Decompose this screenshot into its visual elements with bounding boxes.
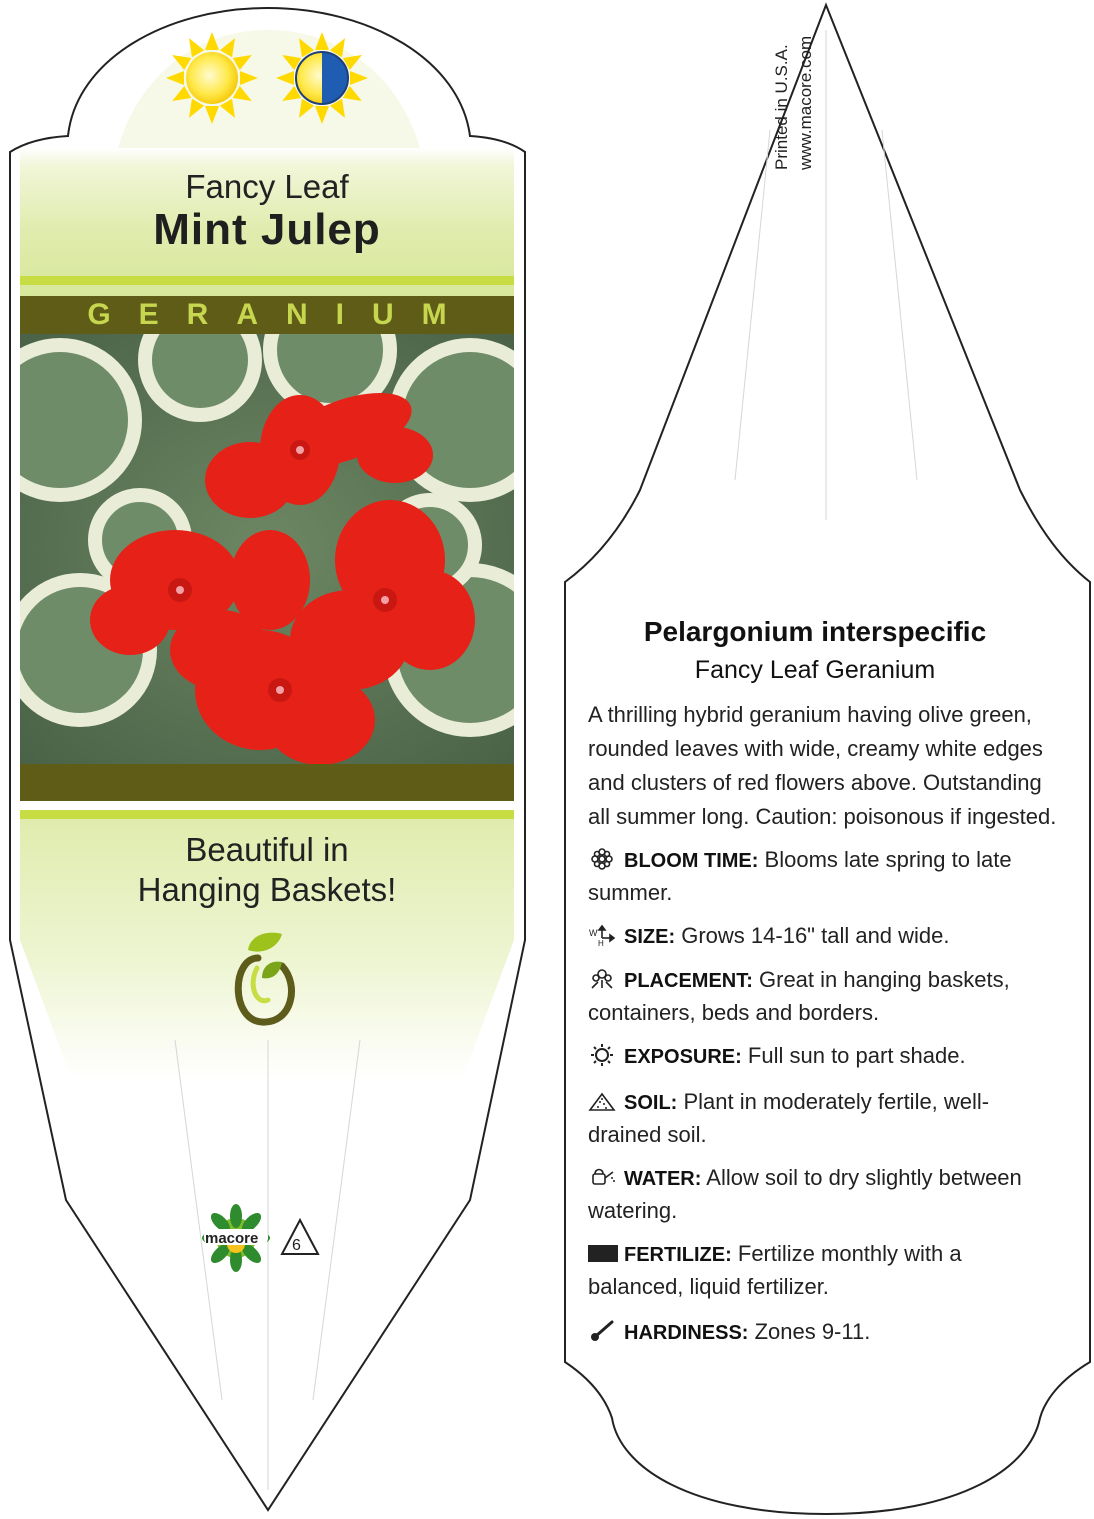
tag-variety-name: Mint Julep: [153, 205, 381, 254]
info-fertilize: [588, 1238, 1058, 1303]
scientific-name: Pelargonium interspecific: [643, 616, 987, 647]
printed-in: Printed in U.S.A.: [772, 44, 791, 170]
slogan-line2: Hanging Baskets!: [137, 871, 397, 908]
info-text: Full sun to part shade.: [741, 1043, 966, 1068]
geranium-photo: [0, 290, 550, 765]
sun-icon: [588, 1043, 618, 1065]
info-label: PLACEMENT:: [624, 970, 753, 992]
info-text: Grows 14-16" tall and wide.: [675, 923, 950, 948]
watering-can-icon: [588, 1165, 618, 1187]
thermometer-icon: [588, 1319, 618, 1341]
info-label: SIZE:: [624, 926, 676, 948]
info-water: [588, 1162, 1058, 1227]
recycle-number: 6: [292, 1237, 301, 1254]
info-placement: [588, 964, 1058, 1029]
info-size: [588, 920, 1058, 953]
info-text: Plant in moderately fertile, well-drained soil.: [588, 1089, 990, 1147]
info-label: FERTILIZE:: [624, 1244, 732, 1266]
website: www.macore.com: [796, 35, 815, 170]
plant-type-banner: GERANIUM: [87, 298, 475, 331]
info-text: Fertilize monthly with a balanced, liquid fertilizer.: [588, 1241, 962, 1299]
flower-icon: [588, 847, 618, 869]
tag-slogan: [20, 830, 514, 910]
info-text: Zones 9-11.: [748, 1319, 871, 1344]
placement-icon: [588, 967, 618, 989]
info-text: Allow soil to dry slightly between watering.: [588, 1165, 1022, 1223]
info-hardiness: [588, 1316, 1058, 1349]
info-soil: [588, 1086, 1058, 1151]
npk-icon: [588, 1241, 618, 1263]
soil-icon: [588, 1089, 618, 1111]
size-icon: [588, 923, 618, 945]
svg-text:W: W: [589, 928, 598, 938]
info-bloom-time: [588, 844, 1058, 909]
info-text: Great in hanging baskets, containers, beds and borders.: [588, 967, 1010, 1025]
plant-description: A thrilling hybrid geranium having olive green, rounded leaves with wide, creamy white edges and clusters of red flowers above. Outstanding all summer long. Caution: poisonous if ingested.: [588, 702, 1057, 829]
brand-text: macore: [205, 1230, 259, 1247]
info-label: BLOOM TIME:: [624, 850, 759, 872]
info-label: EXPOSURE:: [624, 1046, 742, 1068]
info-label: HARDINESS:: [624, 1322, 749, 1344]
info-label: SOIL:: [624, 1092, 678, 1114]
tag-title-line1: Fancy Leaf: [185, 168, 349, 205]
printed-info: [770, 36, 818, 170]
svg-text:H: H: [598, 939, 604, 946]
common-name: Fancy Leaf Geranium: [694, 656, 936, 684]
info-exposure: [588, 1040, 1058, 1073]
info-label: WATER:: [624, 1168, 702, 1190]
slogan-line1: Beautiful in: [185, 831, 349, 868]
info-text: Blooms late spring to late summer.: [588, 847, 1012, 905]
